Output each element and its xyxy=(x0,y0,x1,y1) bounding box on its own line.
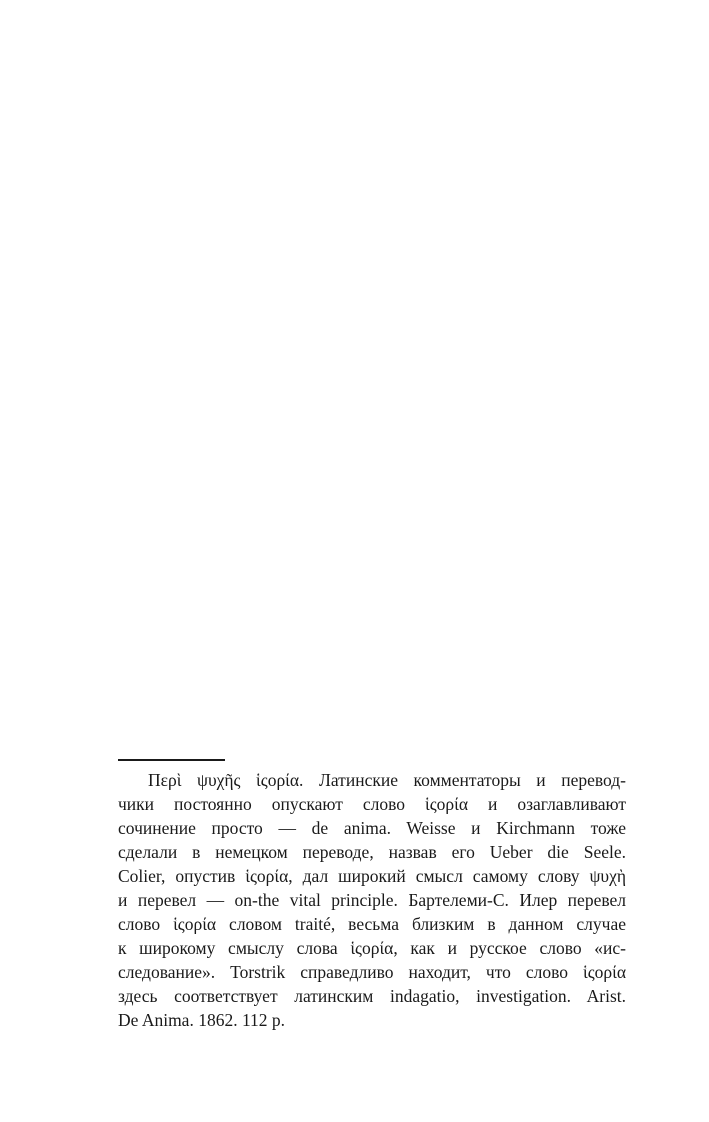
footnote-line: De Anima. 1862. 112 p. xyxy=(118,1010,286,1030)
footnote-line: сочинение просто — de anima. Weisse и Kirchmann тоже xyxy=(118,818,626,838)
footnote-line: сделали в немецком переводе, назвав его Ueber die Seele. xyxy=(118,842,626,862)
footnote-line: Colier, опустив ἱςορία, дал широкий смысл самому слову ψυχὴ xyxy=(118,866,626,886)
footnote-separator xyxy=(118,759,225,761)
footnote-line: и перевел — on-the vital principle. Бартелеми-С. Илер перевел xyxy=(118,890,626,910)
footnote-line: слово ἱςορία словом traité, весьма близким в данном случае xyxy=(118,914,626,934)
footnote-line: здесь соответствует латинским indagatio, investigation. Arist. xyxy=(118,986,626,1006)
footnote-line: чики постоянно опускают слово ἱςορία и озаглавливают xyxy=(118,794,626,814)
footnote xyxy=(118,768,626,1032)
footnote-line: Περὶ ψυχῆς ἱςορία. Латинские комментаторы и перевод- xyxy=(148,770,626,790)
footnote-line: к широкому смыслу слова ἱςορία, как и русское слово «ис- xyxy=(118,938,626,958)
footnote-line: следование». Torstrik справедливо находит, что слово ἱςορία xyxy=(118,962,626,982)
